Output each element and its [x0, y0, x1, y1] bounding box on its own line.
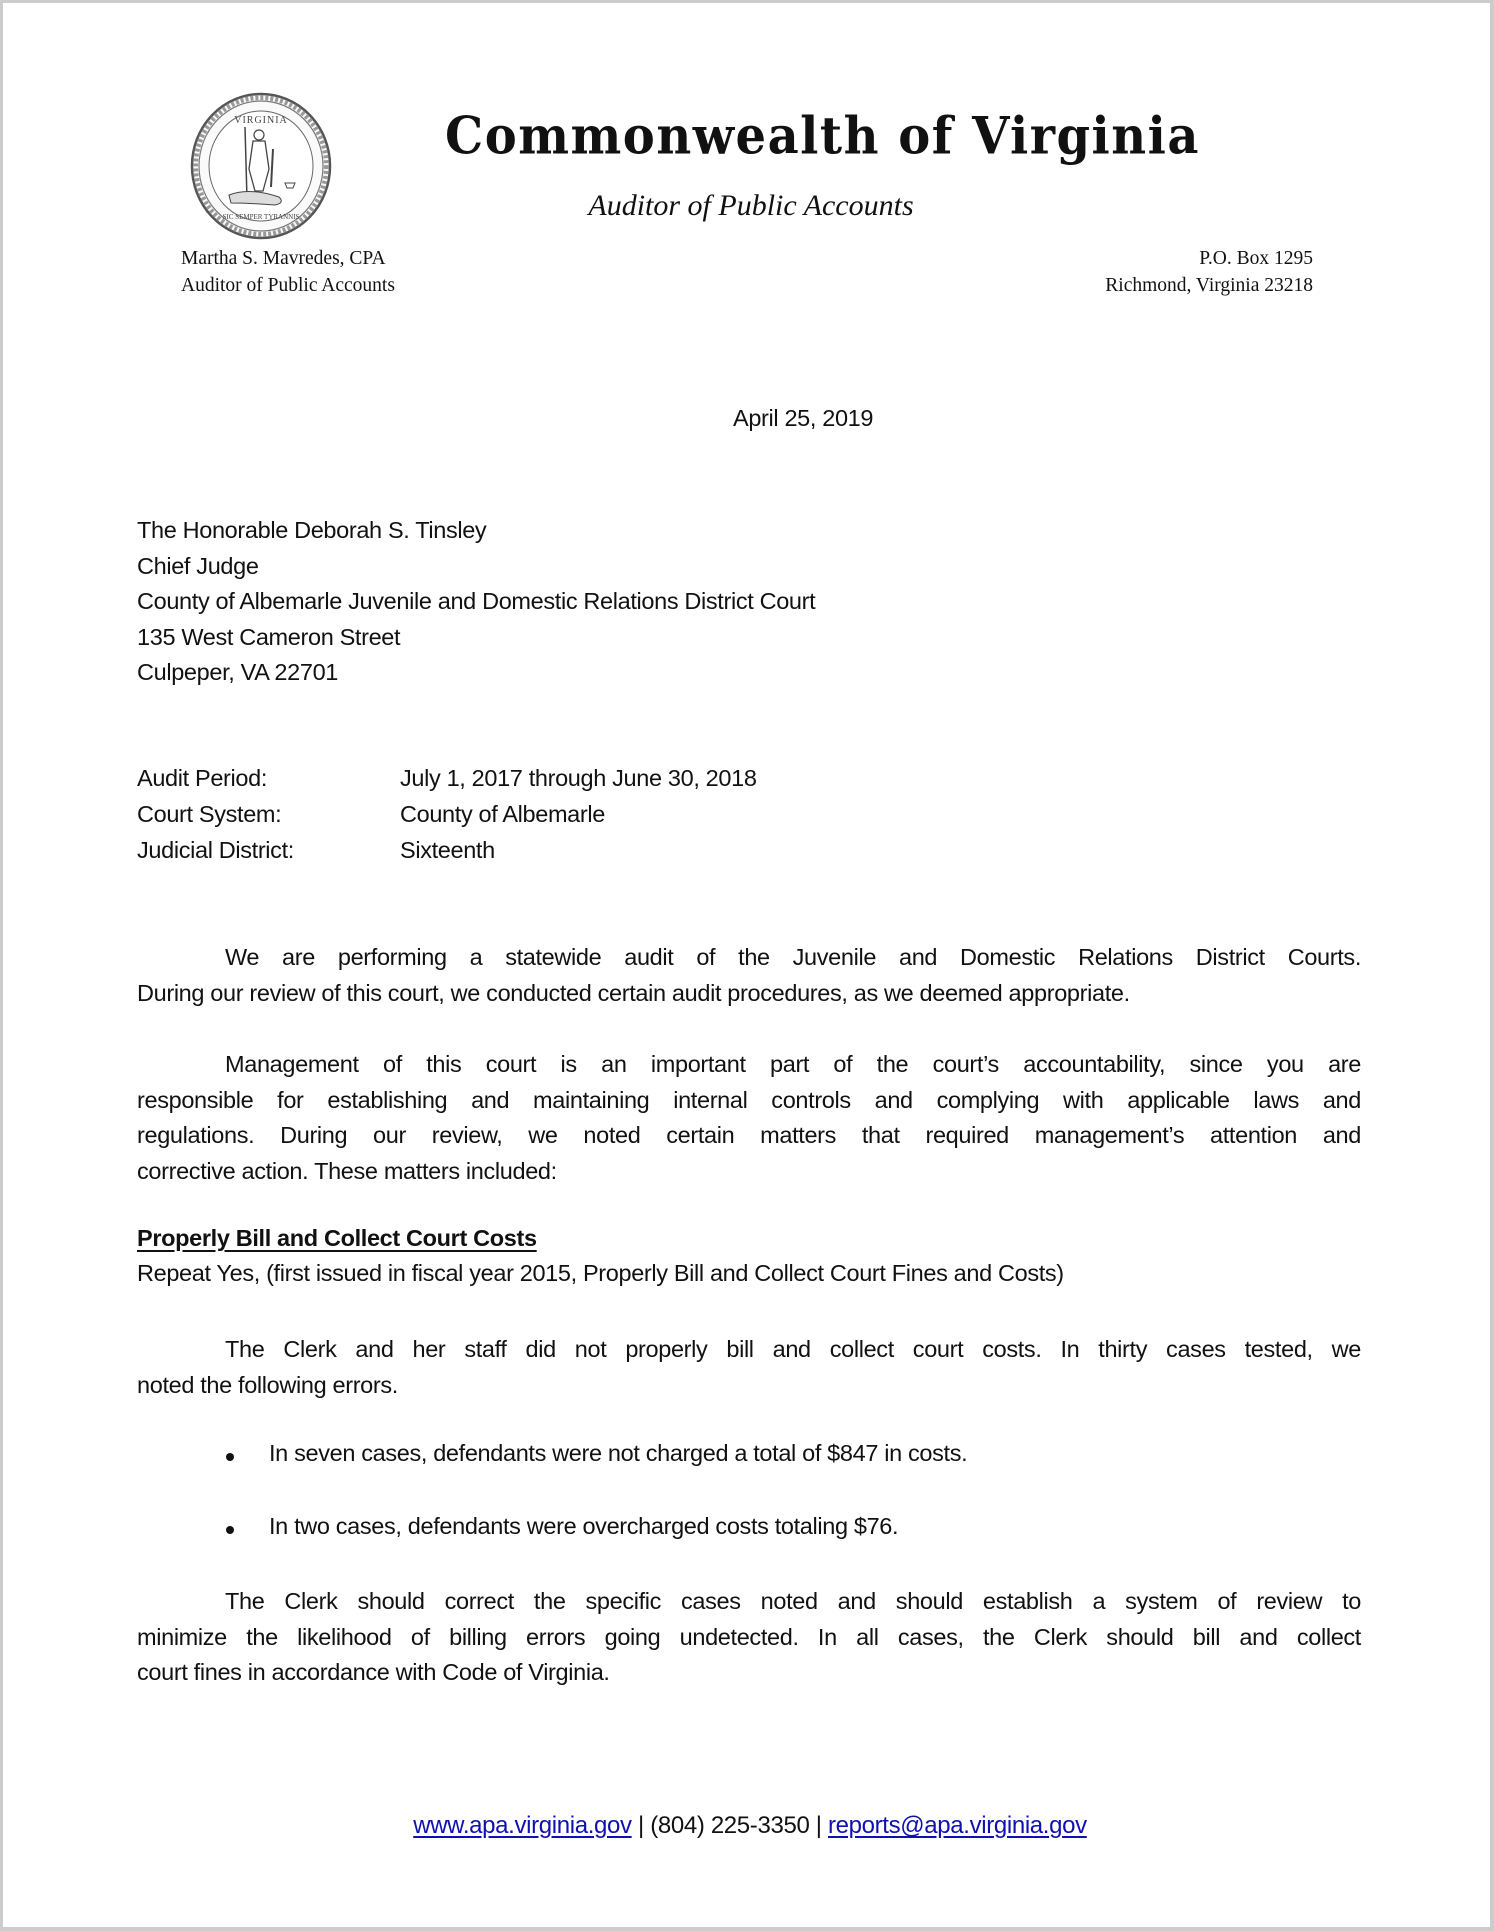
- mailing-address-block: [1105, 245, 1313, 299]
- finding-repeat-note: Repeat Yes, (first issued in fiscal year 2015, Properly Bill and Collect Court Fines and Costs): [137, 1260, 1064, 1286]
- footer-contact: [357, 1812, 1143, 1840]
- recipient-title: Chief Judge: [137, 552, 259, 579]
- audit-value: July 1, 2017 through June 30, 2018: [400, 765, 757, 791]
- email-link[interactable]: reports@apa.virginia.gov: [828, 1812, 1087, 1839]
- paragraph-line: Management of this court is an important part of the court’s accountability, since you are: [225, 1051, 1361, 1077]
- bullet-text: In seven cases, defendants were not charged a total of $847 in costs.: [269, 1440, 968, 1466]
- audit-period-row: [137, 761, 757, 797]
- finding-paragraph: [137, 1332, 1361, 1403]
- svg-text:VIRGINIA: VIRGINIA: [234, 115, 288, 126]
- virginia-state-seal-icon: [189, 91, 333, 241]
- auditor-name: Martha S. Mavredes, CPA: [181, 248, 386, 269]
- phone-number: (804) 225-3350: [650, 1812, 810, 1839]
- audit-label: Judicial District:: [137, 836, 294, 863]
- website-link[interactable]: www.apa.virginia.gov: [413, 1812, 632, 1839]
- bullet-icon: [226, 1453, 234, 1461]
- letterhead-title: Commonwealth of Virginia: [445, 106, 1201, 167]
- footer-separator: |: [815, 1812, 822, 1839]
- paragraph-line: court fines in accordance with Code of Virginia.: [137, 1659, 610, 1686]
- auditor-title: Auditor of Public Accounts: [181, 275, 395, 296]
- recipient-city: Culpeper, VA 22701: [137, 659, 339, 686]
- paragraph-line: We are performing a statewide audit of the Juvenile and Domestic Relations District Courts.: [225, 944, 1361, 970]
- po-box: P.O. Box 1295: [1199, 248, 1313, 269]
- intro-paragraph: [137, 940, 1361, 1011]
- recipient-street: 135 West Cameron Street: [137, 623, 401, 650]
- management-paragraph: [137, 1047, 1361, 1189]
- paragraph-line: noted the following errors.: [137, 1371, 398, 1398]
- audit-label: Audit Period:: [137, 765, 268, 791]
- recipient-name: The Honorable Deborah S. Tinsley: [137, 517, 487, 543]
- audit-label: Court System:: [137, 800, 282, 827]
- paragraph-line: regulations. During our review, we noted certain matters that required management’s attention and: [137, 1122, 1361, 1149]
- audit-info: [137, 761, 757, 868]
- recipient-address: [137, 513, 815, 691]
- paragraph-line: The Clerk should correct the specific cases noted and should establish a system of review to: [225, 1588, 1361, 1614]
- svg-text:SIC SEMPER TYRANNIS: SIC SEMPER TYRANNIS: [222, 213, 300, 221]
- letter-date: April 25, 2019: [733, 405, 874, 431]
- audit-value: Sixteenth: [400, 836, 495, 863]
- city-state-zip: Richmond, Virginia 23218: [1105, 275, 1313, 296]
- paragraph-line: corrective action. These matters included:: [137, 1157, 557, 1184]
- paragraph-line: minimize the likelihood of billing errors going undetected. In all cases, the Clerk should bill and collect: [137, 1623, 1361, 1650]
- footer-separator: |: [638, 1812, 644, 1839]
- recipient-court: County of Albemarle Juvenile and Domestic Relations District Court: [137, 588, 816, 615]
- paragraph-line: During our review of this court, we conducted certain audit procedures, as we deemed appropriate.: [137, 979, 1130, 1006]
- court-system-row: [137, 797, 757, 833]
- judicial-district-row: [137, 833, 757, 869]
- paragraph-line: responsible for establishing and maintaining internal controls and complying with applicable laws and: [137, 1086, 1361, 1113]
- finding-heading: Properly Bill and Collect Court Costs: [137, 1225, 537, 1251]
- audit-value: County of Albemarle: [400, 800, 605, 827]
- recommendation-paragraph: [137, 1584, 1361, 1691]
- letterhead-subtitle: Auditor of Public Accounts: [588, 189, 914, 222]
- paragraph-line: The Clerk and her staff did not properly bill and collect court costs. In thirty cases tested, we: [225, 1336, 1361, 1362]
- auditor-name-block: [181, 245, 395, 299]
- bullet-icon: [226, 1526, 234, 1534]
- bullet-text: In two cases, defendants were overcharged costs totaling $76.: [269, 1513, 899, 1539]
